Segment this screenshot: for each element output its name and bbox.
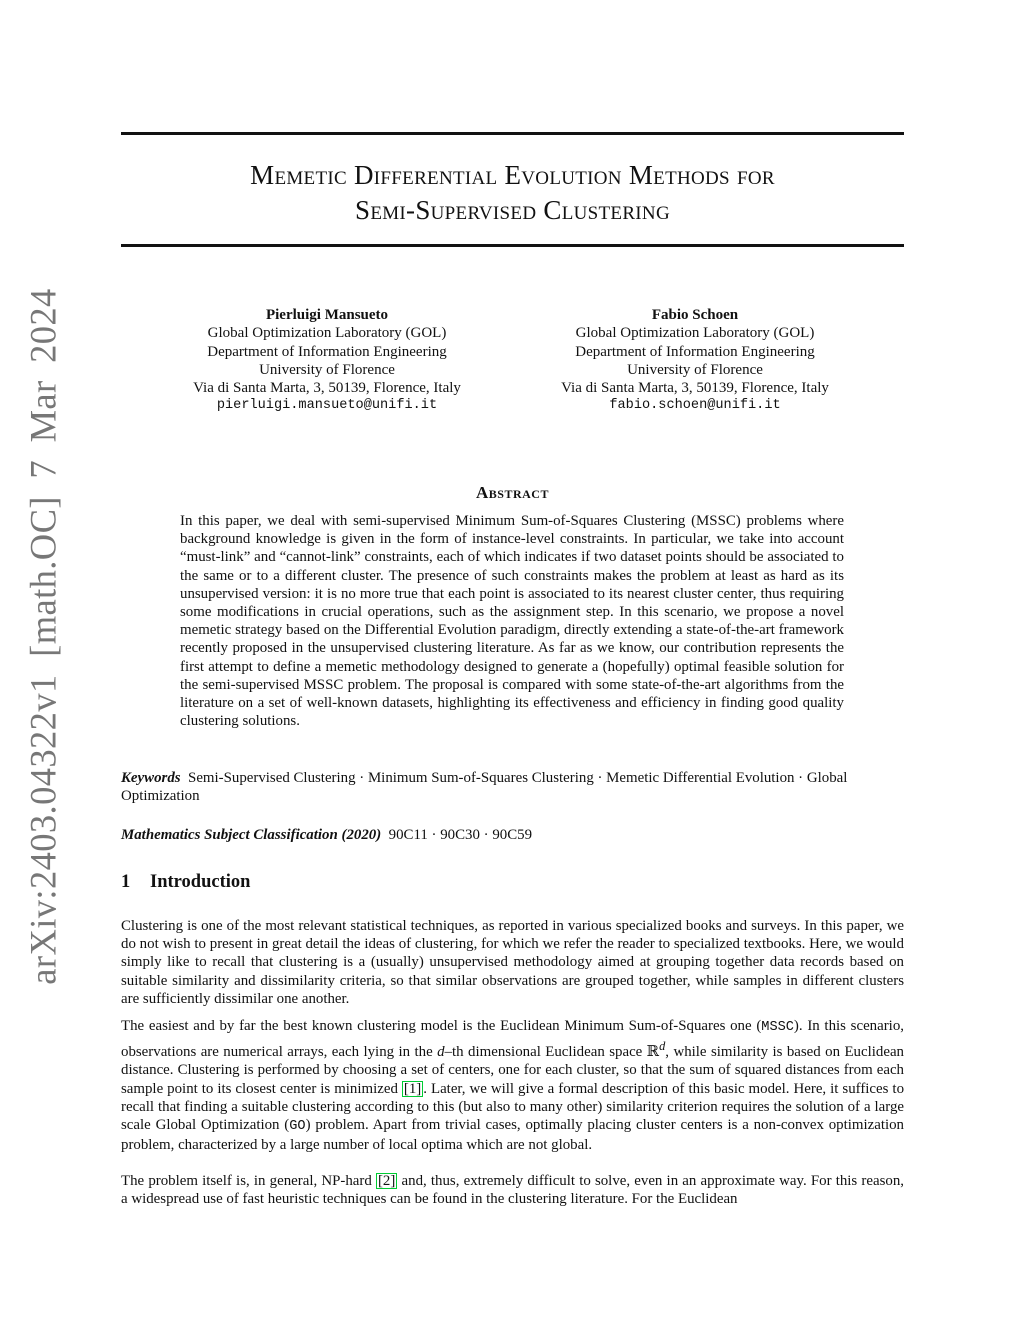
title-line-2: Semi-Supervised Clustering: [355, 195, 670, 225]
keywords: [121, 769, 904, 805]
arxiv-identifier: arXiv:2403.04322v1 [math.OC] 7 Mar 2024: [22, 287, 64, 985]
paragraph-1: Clustering is one of the most relevant statistical techniques, as reported in various specialized books and surveys. In this paper, we do not wish to present in great detail the ideas of clustering, for which we refer the reader to specialized textbooks. Here, we would simply like to recall that clustering is a (usually) unsupervised methodology aimed at grouping together data records based on suitable similarity and dissimilarity criteria, so that similar observations are grouped together, while samples in different clusters are sufficiently dissimilar one another.: [121, 918, 904, 1007]
paragraph-3: [121, 1172, 904, 1208]
author-department: Department of Information Engineering: [575, 343, 815, 360]
p2-code-go: GO: [289, 1118, 306, 1134]
p2-superscript-d: d: [659, 1039, 666, 1054]
abstract-text: In this paper, we deal with semi-supervised Minimum Sum-of-Squares Clustering (MSSC) problems where background knowledge is given in the form of instance-level constraints. In particular, we take into account “must-link” and “cannot-link” constraints, each of which indicates if two dataset points should be associated to the same or to a different cluster. The presence of such constraints makes the problem at least as hard as its unsupervised version: it is no more true that each point is associated to its nearest cluster center, thus requiring some modifications in crucial operations, such as the assignment step. In this scenario, we propose a novel memetic strategy based on the Differential Evolution paradigm, directly extending a state-of-the-art framework recently proposed in the unsupervised clustering literature. As far as we know, our contribution represents the first attempt to define a memetic methodology designed to generate a (hopefully) optimal feasible solution for the semi-supervised MSSC problem. The proposal is compared with some state-of-the-art algorithms from the literature on a set of well-known datasets, highlighting its effectiveness and efficiency in finding good quality clustering solutions.: [180, 513, 844, 730]
author-lab: Global Optimization Laboratory (GOL): [575, 325, 815, 342]
p2-code-mssc: MSSC: [761, 1020, 794, 1035]
arxiv-stamp: [8, 287, 78, 985]
paper-title: [121, 158, 904, 228]
p2-text-d: , while similarity is based on Euclidean distance. Clustering is performed by choosing a set of centers, one for each cluster, so that the sum of squared distances from each sample point to its closest center is minimized: [121, 1044, 904, 1097]
author-university: University of Florence: [627, 361, 763, 378]
p2-text-b: ). In this scenario, observations are numerical arrays, each lying in the: [121, 1018, 904, 1061]
citation-link-2[interactable]: [2]: [377, 1173, 396, 1189]
p3-text-a: The problem itself is, in general, NP-hard: [121, 1173, 376, 1189]
p2-var-d: d: [437, 1044, 445, 1061]
keywords-text: Semi-Supervised Clustering · Minimum Sum-of-Squares Clustering · Memetic Differential Evolution · Global Optimization: [121, 770, 848, 805]
abstract-heading: Abstract: [476, 483, 549, 502]
section-title: Introduction: [150, 872, 251, 892]
p2-text-e: . Later, we will give a formal description of this basic model. Here, it suffices to recall that finding a suitable clustering according to this (but also to many other) similarity criterion requires the solution of a large scale Global Optimization (: [121, 1080, 905, 1133]
author-name: Fabio Schoen: [651, 307, 739, 323]
msc-classification: [121, 826, 904, 844]
author-department: Department of Information Engineering: [207, 343, 447, 360]
keywords-label: Keywords: [121, 770, 181, 786]
paragraph-2: [121, 1017, 904, 1154]
p3-text-b: and, thus, extremely difficult to solve, even in an approximate way. For this reason, a widespread use of fast heuristic techniques can be found in the clustering literature. For the Euclidean: [121, 1173, 904, 1208]
author-name: Pierluigi Mansueto: [265, 307, 389, 323]
section-number: 1: [121, 872, 131, 892]
p2-real-space: ℝ: [646, 1044, 660, 1061]
author-address: Via di Santa Marta, 3, 50139, Florence, Italy: [561, 380, 829, 397]
author-block-2: [495, 306, 895, 416]
p2-text-c: –th dimensional Euclidean space: [444, 1044, 647, 1061]
author-block-1: [127, 306, 527, 416]
section-heading: [121, 872, 250, 893]
author-lab: Global Optimization Laboratory (GOL): [207, 325, 447, 342]
msc-codes: 90C11 · 90C30 · 90C59: [388, 827, 533, 843]
author-email[interactable]: fabio.schoen@unifi.it: [609, 398, 781, 414]
p2-text-f: ) problem. Apart from trivial cases, optimally placing cluster centers is a non-convex optimization problem, characterized by a large number of local optima which are not global.: [121, 1116, 904, 1154]
title-line-1: Memetic Differential Evolution Methods for: [250, 160, 775, 190]
msc-label: Mathematics Subject Classification (2020): [121, 827, 382, 843]
author-address: Via di Santa Marta, 3, 50139, Florence, Italy: [193, 380, 461, 397]
citation-link-1[interactable]: [1]: [403, 1080, 422, 1097]
title-top-rule: [121, 132, 904, 135]
title-bottom-rule: [121, 244, 904, 247]
author-university: University of Florence: [259, 361, 395, 378]
author-email[interactable]: pierluigi.mansueto@unifi.it: [216, 398, 438, 414]
p2-text-a: The easiest and by far the best known clustering model is the Euclidean Minimum Sum-of-Squares one (: [121, 1018, 762, 1034]
